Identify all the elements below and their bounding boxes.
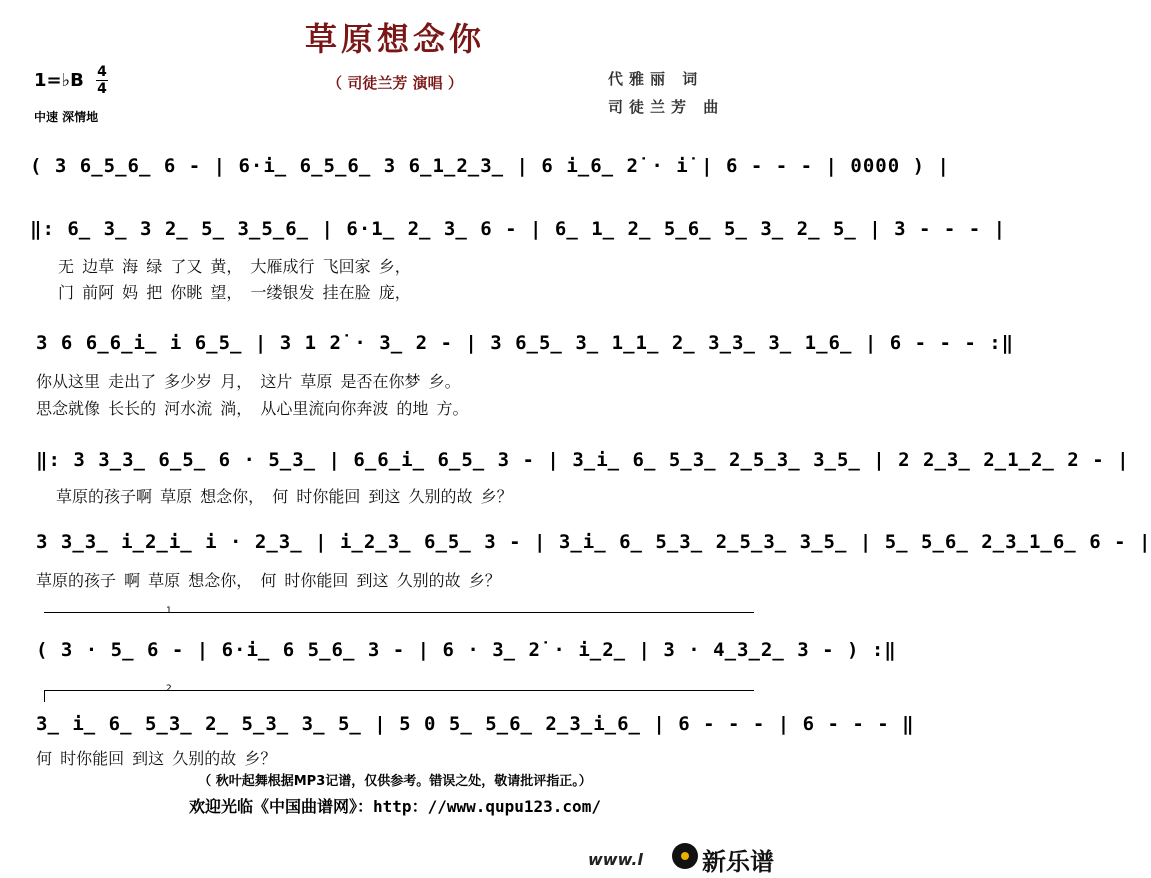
volta-1-bracket	[44, 612, 754, 613]
notation-line-7: 3̲ i̲ 6̲ 5̲3̲ 2̲ 5̲3̲ 3̲ 5̲ | 5 0 5̲ 5̲6̲ 2̲3̲i̲6̲ | 6 - - - | 6 - - - ‖	[36, 713, 915, 735]
lyric-line-3a: 你从这里 走出了 多少岁 月， 这片 草原 是否在你梦 乡。	[36, 372, 461, 391]
key-signature: 1=♭B	[34, 70, 84, 91]
watermark-name: 新乐谱	[702, 848, 774, 876]
welcome-banner: 欢迎光临《中国曲谱网》：http：//www.qupu123.com/	[189, 797, 601, 816]
meter-top: 4	[97, 64, 107, 80]
lyric-line-2b: 门 前阿 妈 把 你眺 望， 一缕银发 挂在脸 庞，	[58, 283, 411, 302]
notation-line-3: 3 6 6̲6̲i̲ i 6̲5̲ | 3 1 2̇ · 3̲ 2 - | 3 6̲5̲ 3̲ 1̲1̲ 2̲ 3̲3̲ 3̲ 1̲6̲ | 6 - - - :‖	[36, 332, 1015, 354]
meter-bottom: 4	[97, 81, 107, 97]
volta-1-number: 1	[166, 606, 172, 616]
lyric-line-7: 何 时你能回 到这 久别的故 乡？	[36, 749, 277, 768]
lyric-line-4: 草原的孩子啊 草原 想念你， 何 时你能回 到这 久别的故 乡？	[56, 487, 513, 506]
lyric-line-5: 草原的孩子 啊 草原 想念你， 何 时你能回 到这 久别的故 乡？	[36, 571, 501, 590]
lyric-line-2a: 无 边草 海 绿 了又 黄， 大雁成行 飞回家 乡，	[58, 257, 411, 276]
volta-2-hook	[44, 690, 45, 702]
volta-2-number: 2	[166, 684, 172, 694]
volta-2-bracket	[44, 690, 754, 691]
notation-line-4: ‖: 3 3̲3̲ 6̲5̲ 6 · 5̲3̲ | 6̲6̲i̲ 6̲5̲ 3 - | 3̲i̲ 6̲ 5̲3̲ 2̲5̲3̲ 3̲5̲ | 2 2̲3̲ 2̲1̲2̲ 2 - |	[36, 449, 1130, 471]
composer-credit: 司徒兰芳 曲	[608, 98, 725, 116]
tempo-marking: 中速 深情地	[34, 110, 99, 124]
time-signature	[96, 65, 108, 96]
watermark-url: www.l	[588, 850, 643, 869]
song-title: 草原想念你	[304, 20, 485, 58]
lyric-line-3b: 思念就像 长长的 河水流 淌， 从心里流向你奔波 的地 方。	[36, 399, 469, 418]
watermark-logo-icon	[672, 843, 698, 869]
singer-credit: （ 司徒兰芳 演唱 ）	[327, 74, 463, 92]
lyricist-credit: 代雅丽 词	[608, 70, 704, 88]
notation-line-6: ( 3 · 5̲ 6 - | 6·i̲ 6 5̲6̲ 3 - | 6 · 3̲ 2̇ · i̲2̲ | 3 · 4̲3̲2̲ 3 - ) :‖	[36, 639, 897, 661]
notation-line-5: 3 3̲3̲ i̲2̲i̲ i · 2̲3̲ | i̲2̲3̲ 6̲5̲ 3 - | 3̲i̲ 6̲ 5̲3̲ 2̲5̲3̲ 3̲5̲ | 5̲ 5̲6̲ 2̲3̲1̲6̲ 6 - |	[36, 531, 1151, 553]
notation-line-2: ‖: 6̲ 3̲ 3 2̲ 5̲ 3̲5̲6̲ | 6·1̲ 2̲ 3̲ 6 - | 6̲ 1̲ 2̲ 5̲6̲ 5̲ 3̲ 2̲ 5̲ | 3 - - - |	[30, 218, 1007, 240]
notation-line-1: ( 3 6̲5̲6̲ 6 - | 6·i̲ 6̲5̲6̲ 3 6̲1̲2̲3̲ | 6 i̲6̲ 2̇ · i̇ | 6 - - - | 0000 ) |	[30, 155, 950, 177]
footnote: （ 秋叶起舞根据MP3记谱，仅供参考。错误之处，敬请批评指正。）	[198, 774, 592, 789]
